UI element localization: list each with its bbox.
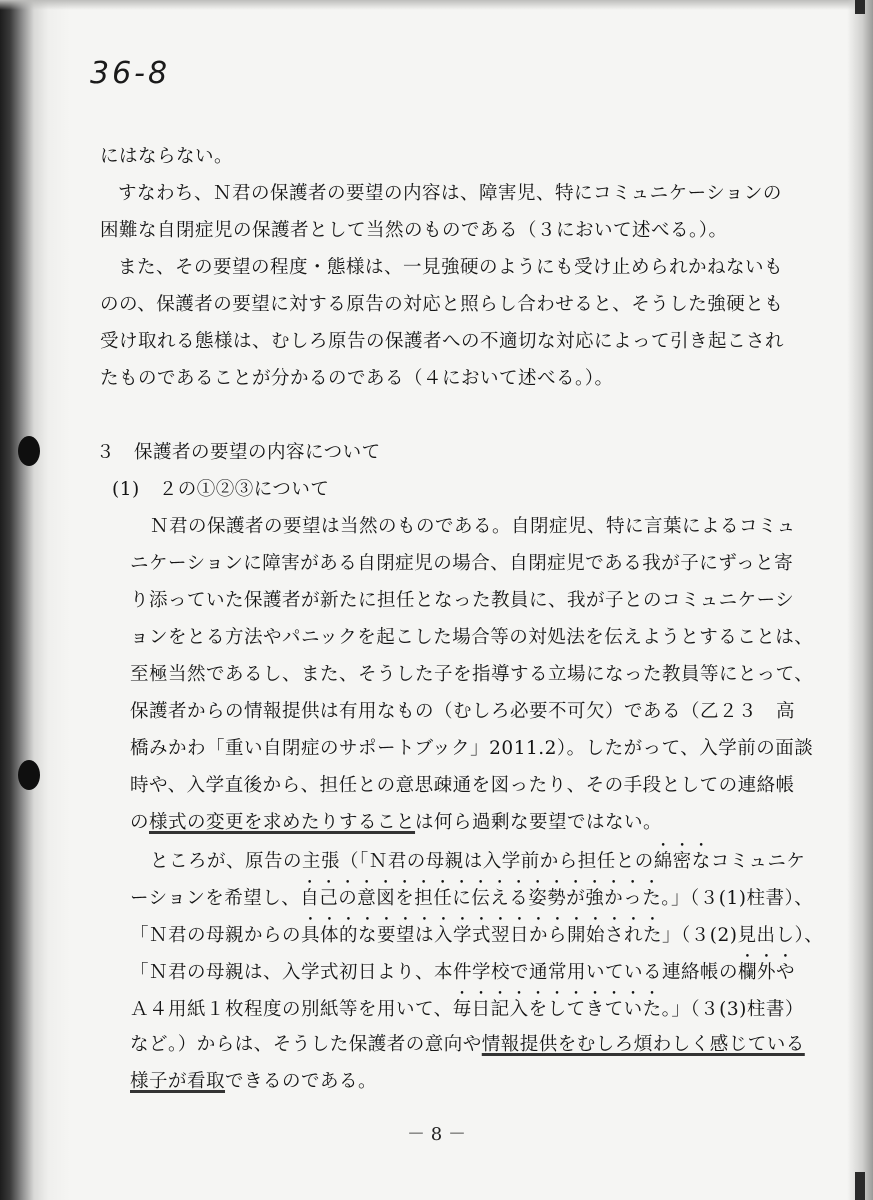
punch-hole-top (18, 436, 40, 466)
text-line: また、その要望の程度・態様は、一見強硬のようにも受け止められかねないも (118, 257, 784, 278)
spacer (100, 397, 740, 434)
text-fragment: など。）からは、そうした保護者の意向や (130, 1034, 482, 1055)
page-number: － 8 － (407, 1124, 466, 1145)
text-fragment: ところが、原告の主張（「Ｎ君の母親は入学前から担任との (150, 851, 654, 872)
text-line: 受け取れる態様は、むしろ原告の保護者への不適切な対応によって引き起こされ (100, 331, 785, 352)
top-scan-shadow (0, 0, 873, 10)
emphasis-dotted-text: 毎日記入をしてきていた (452, 999, 662, 1020)
underlined-text: 情報提供をむしろ煩わしく感じている (481, 1034, 805, 1055)
text-line: 時や、入学直後から、担任との意思疎通を図ったり、その手段としての連絡帳 (130, 775, 795, 796)
underlined-text: 様子が看取 (130, 1071, 226, 1092)
handwritten-reference: 36-8 (90, 56, 171, 91)
text-line: 至極当然であるし、また、そうした子を指導する立場になった教員等にとって、 (130, 664, 814, 685)
text-line: すなわち、Ｎ君の保護者の要望の内容は、障害児、特にコミュニケーションの (118, 183, 782, 204)
text-line: 橋みかわ「重い自閉症のサポートブック」2011.2）。したがって、入学前の面談 (130, 738, 814, 759)
subsection-heading: (1) ２の①②③について (112, 479, 330, 500)
text-line: にはならない。 (100, 146, 234, 167)
section-heading: ３ 保護者の要望の内容について (96, 442, 381, 463)
underlined-text: 様式の変更を求めたりすること (149, 812, 416, 833)
emphasis-dotted-text: 欄外や (738, 962, 796, 983)
text-line: Ｎ君の保護者の要望は当然のものである。自閉症児、特に言葉によるコミュ (150, 516, 796, 537)
text-fragment: ーションを希望し、 (130, 888, 301, 909)
right-scan-edge (847, 0, 873, 1200)
text-line-underlined (100, 804, 740, 841)
text-line-emphasis (100, 915, 824, 952)
text-fragment: は何ら過剰な要望ではない。 (415, 812, 663, 833)
emphasis-dotted-text: 自己の意図を担任に伝える姿勢が強かった (300, 888, 662, 909)
text-fragment: コミュニケ (710, 851, 806, 872)
text-line: り添っていた保護者が新たに担任となった教員に、我が子とのコミュニケーシ (130, 590, 795, 611)
text-line-emphasis (100, 878, 814, 915)
document-body (96, 138, 824, 1100)
text-fragment: 。」（３(1)柱書）、 (661, 888, 814, 909)
text-line-underlined (100, 1026, 805, 1063)
text-line-underlined (100, 1063, 740, 1100)
text-line-emphasis (100, 952, 796, 989)
text-line-emphasis (100, 841, 806, 878)
punch-hole-bottom (18, 760, 40, 790)
text-fragment: 」（３(2)見出し）、 (662, 925, 824, 946)
corner-mark-bottom (855, 1172, 865, 1200)
text-line: 困難な自閉症児の保護者として当然のものである（３において述べる。）。 (100, 220, 728, 241)
text-line: ニケーションに障害がある自閉症児の場合、自閉症児である我が子にずっと寄 (130, 553, 794, 574)
text-line-emphasis (100, 989, 804, 1026)
text-fragment: 「Ｎ君の母親からの (130, 925, 302, 946)
text-fragment: Ａ４用紙１枚程度の別紙等を用いて、 (130, 999, 453, 1020)
text-line: ョンをとる方法やパニックを起こした場合等の対処法を伝えようとすることは、 (130, 627, 814, 648)
text-fragment: の (130, 812, 150, 833)
text-line: たものであることが分かるのである（４において述べる。）。 (100, 368, 614, 389)
text-fragment: 。」（３(3)柱書） (661, 999, 804, 1020)
text-fragment: できるのである。 (225, 1071, 378, 1092)
emphasis-dotted-text: 具体的な要望は入学式翌日から開始された (301, 925, 663, 946)
corner-mark-top (855, 0, 865, 14)
text-fragment: 「Ｎ君の母親は、入学式初日より、本件学校で通常用いている連絡帳の (130, 962, 739, 983)
text-line: 保護者からの情報提供は有用なもの（むしろ必要不可欠）である（乙２３ 高 (130, 701, 796, 722)
text-line: のの、保護者の要望に対する原告の対応と照らし合わせると、そうした強硬とも (100, 294, 784, 315)
emphasis-dotted-text: 綿密な (653, 851, 711, 872)
